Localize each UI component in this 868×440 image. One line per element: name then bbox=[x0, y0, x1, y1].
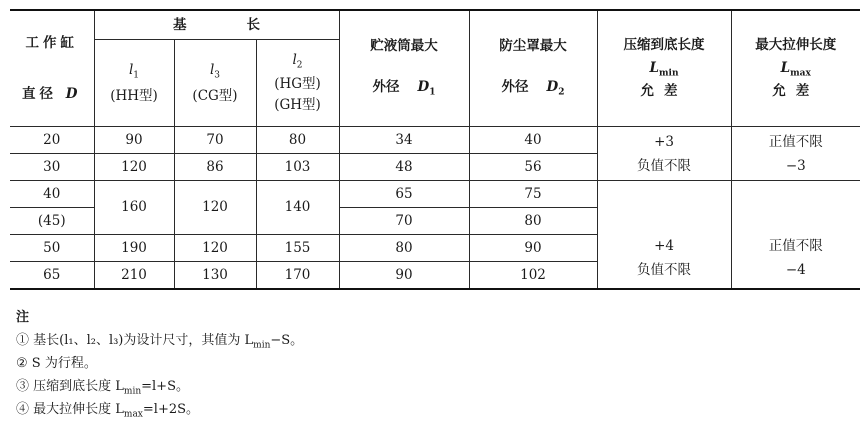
header-d2-sub: 2 bbox=[558, 87, 565, 98]
header-cylinder-diameter bbox=[10, 10, 94, 127]
cell-l2: 140 bbox=[256, 181, 339, 235]
cell-lmin-tolerance-group-1 bbox=[597, 127, 731, 181]
note-1-text: ① 基长(l₁、l₂、l₃)为设计尺寸，其值为 L bbox=[16, 333, 254, 348]
note-1 bbox=[16, 329, 303, 352]
notes-section bbox=[16, 306, 303, 421]
spec-table bbox=[10, 9, 860, 290]
tolerance-lmin-plus-3: +3 bbox=[654, 133, 674, 150]
note-1-tail: −S。 bbox=[270, 333, 304, 348]
header-d1-title: 贮液筒最大 bbox=[370, 38, 438, 55]
header-base-length bbox=[94, 10, 339, 40]
header-d2-od-text: 外径 bbox=[501, 78, 529, 95]
tolerance-lmax-positive-unlimited-2: 正值不限 bbox=[768, 238, 823, 254]
cell-l3: 120 bbox=[174, 235, 256, 262]
header-lmin-tolerance: 允差 bbox=[640, 83, 688, 100]
cell-d1: 80 bbox=[339, 235, 469, 262]
header-l1-sub: 1 bbox=[133, 70, 140, 81]
header-l3-symbol bbox=[175, 62, 256, 82]
cell-d2: 90 bbox=[469, 235, 597, 262]
tolerance-lmin-negative-unlimited-2: 负值不限 bbox=[637, 262, 692, 278]
cell-l1: 120 bbox=[94, 154, 174, 181]
header-d2-od bbox=[470, 79, 597, 99]
cell-l2: 155 bbox=[256, 235, 339, 262]
header-d1-sub: 1 bbox=[429, 87, 436, 98]
spec-table-container bbox=[10, 9, 860, 290]
note-4-tail: =l+2S。 bbox=[142, 402, 200, 417]
header-base-text-2: 长 bbox=[246, 16, 260, 33]
note-4 bbox=[16, 398, 303, 421]
cell-d1: 34 bbox=[339, 127, 469, 154]
cell-d1: 65 bbox=[339, 181, 469, 208]
note-2: ② S 为行程。 bbox=[16, 356, 97, 371]
note-3-sub: min bbox=[123, 386, 142, 397]
header-l2-type-1: (HG型) bbox=[274, 76, 321, 93]
header-lmin-title: 压缩到底长度 bbox=[623, 36, 705, 53]
note-3-text: ③ 压缩到底长度 L bbox=[16, 379, 124, 394]
note-3-tail: =l+S。 bbox=[141, 379, 189, 394]
header-lmax-symbol bbox=[732, 60, 861, 80]
tolerance-lmax-positive-unlimited-1: 正值不限 bbox=[768, 133, 823, 150]
header-l1-type: (HH型) bbox=[110, 87, 158, 104]
cell-diameter: (45) bbox=[10, 208, 94, 235]
header-l1 bbox=[94, 40, 174, 127]
header-lmax bbox=[731, 10, 860, 127]
note-4-sub: max bbox=[123, 409, 143, 420]
header-l1-symbol bbox=[95, 62, 174, 82]
cell-l3: 70 bbox=[174, 127, 256, 154]
tolerance-lmin-plus-4: +4 bbox=[654, 238, 674, 254]
header-l3-type: (CG型) bbox=[192, 87, 238, 104]
header-base-text-1: 基 bbox=[173, 16, 187, 33]
header-diameter-label bbox=[10, 86, 94, 103]
cell-l3: 130 bbox=[174, 262, 256, 290]
header-lmin-var: L bbox=[649, 59, 660, 76]
note-3 bbox=[16, 375, 303, 398]
cell-l1: 160 bbox=[94, 181, 174, 235]
cell-l1: 190 bbox=[94, 235, 174, 262]
header-l1-var: l bbox=[128, 61, 134, 78]
cell-l3: 86 bbox=[174, 154, 256, 181]
header-diameter-var: D bbox=[65, 85, 82, 102]
cell-d2: 80 bbox=[469, 208, 597, 235]
cell-d1: 48 bbox=[339, 154, 469, 181]
cell-l1: 90 bbox=[94, 127, 174, 154]
header-l2-symbol bbox=[257, 52, 339, 72]
header-row-1 bbox=[10, 10, 860, 40]
cell-diameter: 40 bbox=[10, 181, 94, 208]
cell-l2: 80 bbox=[256, 127, 339, 154]
notes-title: 注 bbox=[16, 310, 30, 325]
header-lmin-sub: min bbox=[659, 68, 679, 79]
header-l3-var: l bbox=[209, 61, 215, 78]
cell-diameter: 30 bbox=[10, 154, 94, 181]
header-lmin-symbol bbox=[598, 60, 731, 80]
header-l2-type-2: (GH型) bbox=[274, 96, 321, 113]
header-lmax-sub: max bbox=[790, 68, 811, 79]
cell-d2: 40 bbox=[469, 127, 597, 154]
note-1-sub: min bbox=[253, 340, 271, 351]
cell-l2: 103 bbox=[256, 154, 339, 181]
header-d1 bbox=[339, 10, 469, 127]
header-l2 bbox=[256, 40, 339, 127]
cell-diameter: 50 bbox=[10, 235, 94, 262]
cell-l1: 210 bbox=[94, 262, 174, 290]
header-d1-od bbox=[340, 79, 469, 99]
cell-l2: 170 bbox=[256, 262, 339, 290]
header-l3-sub: 3 bbox=[214, 70, 221, 81]
header-diameter-text: 直径 bbox=[22, 85, 58, 102]
header-lmax-title: 最大拉伸长度 bbox=[755, 36, 837, 53]
header-l2-var: l bbox=[292, 52, 297, 69]
tolerance-lmin-negative-unlimited-1: 负值不限 bbox=[637, 157, 692, 174]
header-d1-od-text: 外径 bbox=[372, 78, 400, 95]
header-cylinder-label: 工作缸 bbox=[25, 34, 78, 51]
cell-lmin-tolerance-group-2 bbox=[597, 181, 731, 290]
cell-diameter: 65 bbox=[10, 262, 94, 290]
tolerance-lmax-minus-3: −3 bbox=[785, 157, 806, 174]
header-l2-sub: 2 bbox=[296, 60, 303, 71]
cell-d1: 70 bbox=[339, 208, 469, 235]
header-d2 bbox=[469, 10, 597, 127]
cell-d1: 90 bbox=[339, 262, 469, 290]
header-d2-var: D bbox=[546, 78, 559, 95]
cell-lmax-tolerance-group-2 bbox=[731, 181, 860, 290]
note-4-text: ④ 最大拉伸长度 L bbox=[16, 402, 124, 417]
tolerance-lmax-minus-4: −4 bbox=[785, 262, 806, 278]
table-row bbox=[10, 127, 860, 154]
cell-d2: 102 bbox=[469, 262, 597, 290]
cell-diameter: 20 bbox=[10, 127, 94, 154]
cell-lmax-tolerance-group-1 bbox=[731, 127, 860, 181]
header-lmin bbox=[597, 10, 731, 127]
header-lmax-var: L bbox=[780, 59, 791, 76]
header-d1-var: D bbox=[417, 78, 430, 95]
cell-l3: 120 bbox=[174, 181, 256, 235]
cell-d2: 56 bbox=[469, 154, 597, 181]
header-d2-title: 防尘罩最大 bbox=[499, 38, 567, 55]
header-lmax-tolerance: 允差 bbox=[772, 83, 820, 100]
cell-d2: 75 bbox=[469, 181, 597, 208]
header-l3 bbox=[174, 40, 256, 127]
table-row bbox=[10, 181, 860, 208]
